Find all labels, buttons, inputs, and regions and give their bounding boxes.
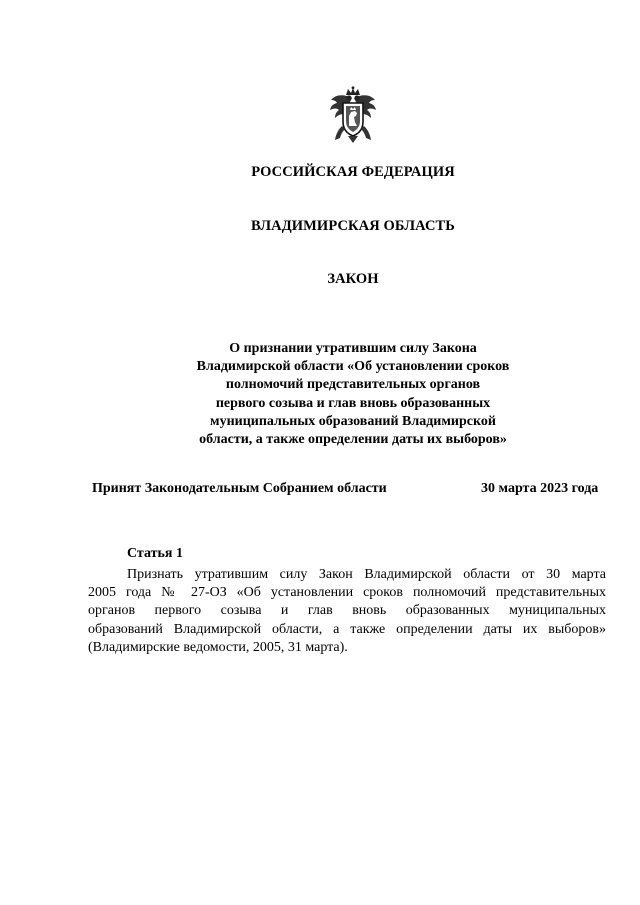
article-line: органов первого созыва и глав вновь образованных муниципальных [88, 603, 606, 619]
law-title-line: области, а также определении даты их выборов» [199, 432, 507, 448]
law-title-line: О признании утратившим силу Закона [229, 341, 477, 356]
law-title-line: полномочий представительных органов [225, 377, 481, 393]
article-line: (Владимирские ведомости, 2005, 31 марта). [88, 639, 348, 655]
law-title-line: первого созыва и глав вновь образованных [215, 395, 491, 411]
country-heading: РОССИЙСКАЯ ФЕДЕРАЦИЯ [251, 164, 455, 180]
region-heading: ВЛАДИМИРСКАЯ ОБЛАСТЬ [251, 218, 455, 234]
law-title-line: Владимирской области «Об установлении сроков [196, 359, 510, 375]
article-line: Признать утратившим силу Закон Владимирской области от 30 марта [127, 567, 606, 582]
article-line: образований Владимирской области, а также определении даты их выборов» [88, 621, 606, 637]
law-title [170, 340, 536, 449]
law-title-line: муниципальных образований Владимирской [210, 413, 496, 429]
adopted-by: Принят Законодательным Собранием области [92, 481, 387, 496]
document-type-heading: ЗАКОН [327, 271, 379, 287]
article-body [88, 566, 606, 657]
article-line: 2005 года № 27-ОЗ «Об установлении сроков полномочий представительных [88, 585, 606, 601]
adoption-date: 30 марта 2023 года [481, 481, 599, 496]
coat-of-arms-icon [328, 86, 378, 144]
article-heading: Статья 1 [127, 546, 183, 561]
